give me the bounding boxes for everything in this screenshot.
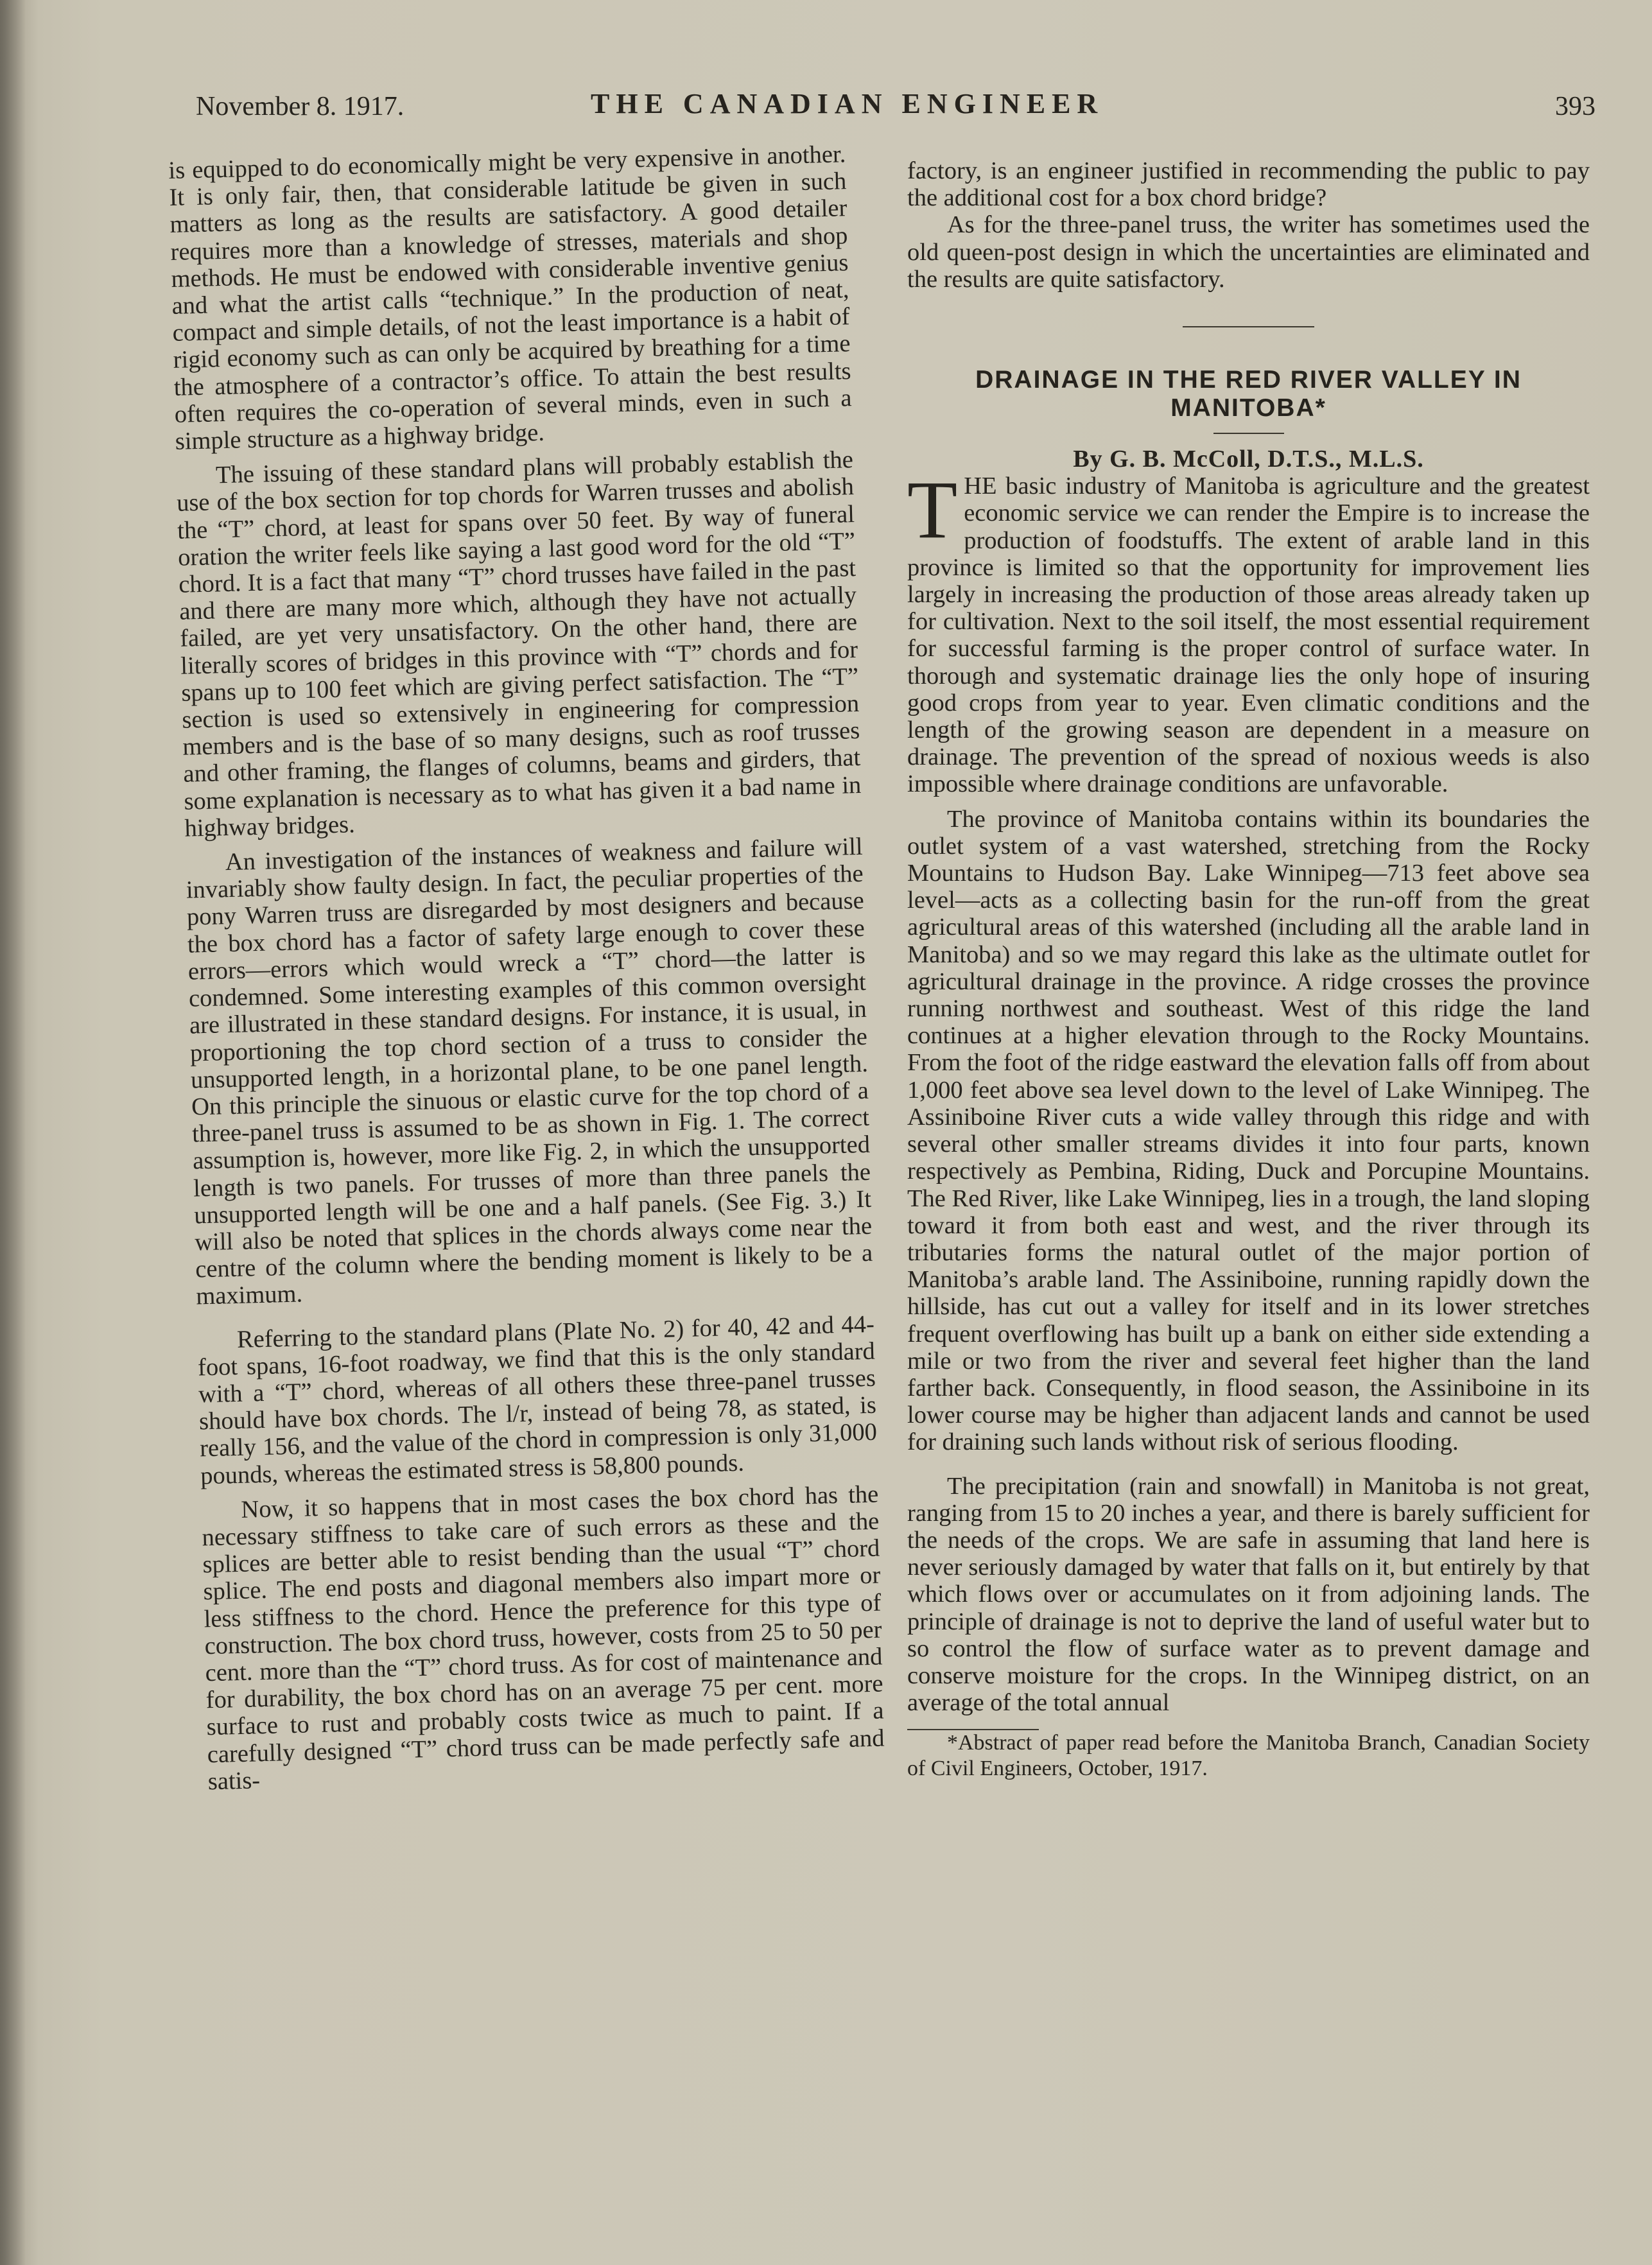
section-divider — [1183, 326, 1314, 327]
body-paragraph: Referring to the standard plans (Plate No. 2) for 40, 42 and 44-foot spans, 16-foot roadway, we find that this is the only standard with a “T” chord, whereas of all others these three-panel trusses should have box chords. The l/r, instead of being 78, as stated, is really 156, and the value of the chord in compression is only 31,000 pounds, whereas the estimated stress is 58,800 pounds. — [197, 1310, 878, 1489]
left-column — [168, 141, 885, 1795]
body-paragraph: The province of Manitoba contains within its boundaries the outlet system of a vast watershed, stretching from the Rocky Mountains to Hudson Bay. Lake Winnipeg—713 feet above sea level—acts as a collecting basin for the run-off from the great agricultural areas of this watershed (including all the arable land in Manitoba) and so we may regard this lake as the ultimate outlet for agricultural drainage in the province. A ridge crosses the province running northwest and southeast. West of this ridge the land continues at a higher elevation through to the Rocky Mountains. From the foot of the ridge eastward the elevation falls off from about 1,000 feet above sea level down to the level of Lake Winnipeg. The Assiniboine River cuts a wide valley through this ridge and with several other smaller streams divides it into four parts, known respectively as Pembina, Riding, Duck and Porcupine Mountains. The Red River, like Lake Winnipeg, lies in a trough, the land sloping toward it from both east and west, and the river through its tributaries forms the natural outlet of the major portion of Manitoba’s arable land. The Assiniboine, running rapidly down the hillside, has cut out a valley for itself and in its lower stretches frequent overflowing has built up a bank on either side extending a mile or two from the river and several feet higher than the land farther back. Consequently, in flood season, the Assiniboine in its lower course may be higher than adjacent lands and cannot be used for draining such lands without risk of serious flooding. — [907, 805, 1590, 1456]
footnote: *Abstract of paper read before the Manitoba Branch, Canadian Society of Civil Engineers, October, 1917. — [907, 1731, 1590, 1781]
body-paragraph: factory, is an engineer justified in recommending the public to pay the additional cost for a box chord bridge? — [907, 157, 1590, 212]
running-header — [196, 82, 1595, 134]
binding-shadow — [0, 0, 26, 2265]
drop-cap: T — [907, 464, 958, 556]
journal-title: THE CANADIAN ENGINEER — [591, 88, 1104, 119]
body-paragraph: The precipitation (rain and snowfall) in Manitoba is not great, ranging from 15 to 20 inches a year, and there is barely sufficient for the needs of the crops. We are safe in assuming that land here is never seriously damaged by water that falls on it, but entirely by that which flows over or accumulates on it from adjoining lands. The principle of drainage is not to deprive the land of useful water but to so control the flow of surface water as to prevent damage and conserve moisture for the crops. In the Winnipeg district, on an average of the total annual — [907, 1472, 1590, 1717]
article-title: DRAINAGE IN THE RED RIVER VALLEY IN MANITOBA* — [975, 366, 1522, 422]
page-number: 393 — [1555, 92, 1595, 121]
title-divider — [1213, 433, 1284, 434]
body-paragraph — [907, 464, 1590, 798]
body-paragraph: An investigation of the instances of weakness and failure will invariably show faulty design. In fact, the peculiar properties of the pony Warren truss are disregarded by most designers and because the box chord has a factor of safety large enough to cover these errors—errors which would wreck a “T” chord—the latter is condemned. Some interesting examples of this common oversight are illustrated in these standard designs. For instance, it is usual, in proportioning the top chord section of a truss to consider the unsupported length, in a horizontal plane, to be one panel length. On this principle the sinuous or elastic curve for the top chord of a three-panel truss is assumed to be as shown in Fig. 1. The correct assumption is, however, more like Fig. 2, in which the unsupported length is two panels. For trusses of more than three panels the unsupported length will be one and a half panels. (See Fig. 3.) It will also be noted that splices in the chords always come near the centre of the column where the bending moment is likely to be a maximum. — [186, 833, 873, 1310]
body-paragraph: The issuing of these standard plans will probably establish the use of the box section for top chords for Warren trusses and abolish the “T” chord, at least for spans over 50 feet. By way of funeral oration the writer feels like saying a last good word for the old “T” chord. It is a fact that many “T” chord trusses have failed in the past and there are many more which, although they have not actually failed, are yet very unsatisfactory. On the other hand, there are literally scores of bridges in this province with “T” chords and for spans up to 100 feet which are giving perfect satisfaction. The “T” section is used so extensively in engineering for compression members and is the base of so many designs, such as roof trusses and other framing, the flanges of columns, beams and girders, that some explanation is necessary as to what has given it a bad name in highway bridges. — [176, 446, 862, 842]
right-column — [907, 157, 1590, 1782]
issue-date: November 8. 1917. — [196, 92, 404, 121]
body-paragraph: Now, it so happens that in most cases the box chord has the necessary stiffness to take care of such errors as these and the splices are better able to resist bending than the usual “T” chord splice. The end posts and diagonal members also impart more or less stiffness to the chord. Hence the preference for this type of construction. The box chord truss, however, costs from 25 to 50 per cent. more than the “T” chord truss. As for cost of maintenance and for durability, the box chord has on an average 75 per cent. more surface to rust and probably costs twice as much to paint. If a carefully designed “T” chord truss can be made perfectly safe and satis- — [202, 1480, 885, 1796]
first-paragraph-text: HE basic industry of Manitoba is agriculture and the greatest economic service we can render the Empire is to increase the production of foodstuffs. The extent of arable land in this province is limited so that the opportunity for improvement lies largely in increasing the production of those areas already taken up for cultivation. Next to the soil itself, the most essential requirement for successful farming is the proper control of surface water. In thorough and systematic drainage lies the only hope of insuring good crops from year to year. Even climatic conditions and the length of the growing season are dependent in a measure on drainage. The prevention of the spread of noxious weeds is also impossible where drainage conditions are unfavorable. — [907, 473, 1590, 798]
article-byline: By G. B. McColl, D.T.S., M.L.S. — [1073, 446, 1424, 473]
body-paragraph: is equipped to do economically might be very expensive in another. It is only fair, then, that considerable latitude be given in such matters as long as the results are satisfactory. A good detailer requires more than a knowledge of stresses, materials and shop methods. He must be endowed with considerable inventive genius and what the artist calls “technique.” In the production of neat, compact and simple details, of not the least importance is a habit of rigid economy such as can only be acquired by breathing for a time the atmosphere of a contractor’s office. To attain the best results often requires the co-operation of several minds, even in such a simple structure as a highway bridge. — [168, 141, 852, 455]
body-paragraph: As for the three-panel truss, the writer has sometimes used the old queen-post design in which the uncertainties are eliminated and the results are quite satisfactory. — [907, 211, 1590, 293]
